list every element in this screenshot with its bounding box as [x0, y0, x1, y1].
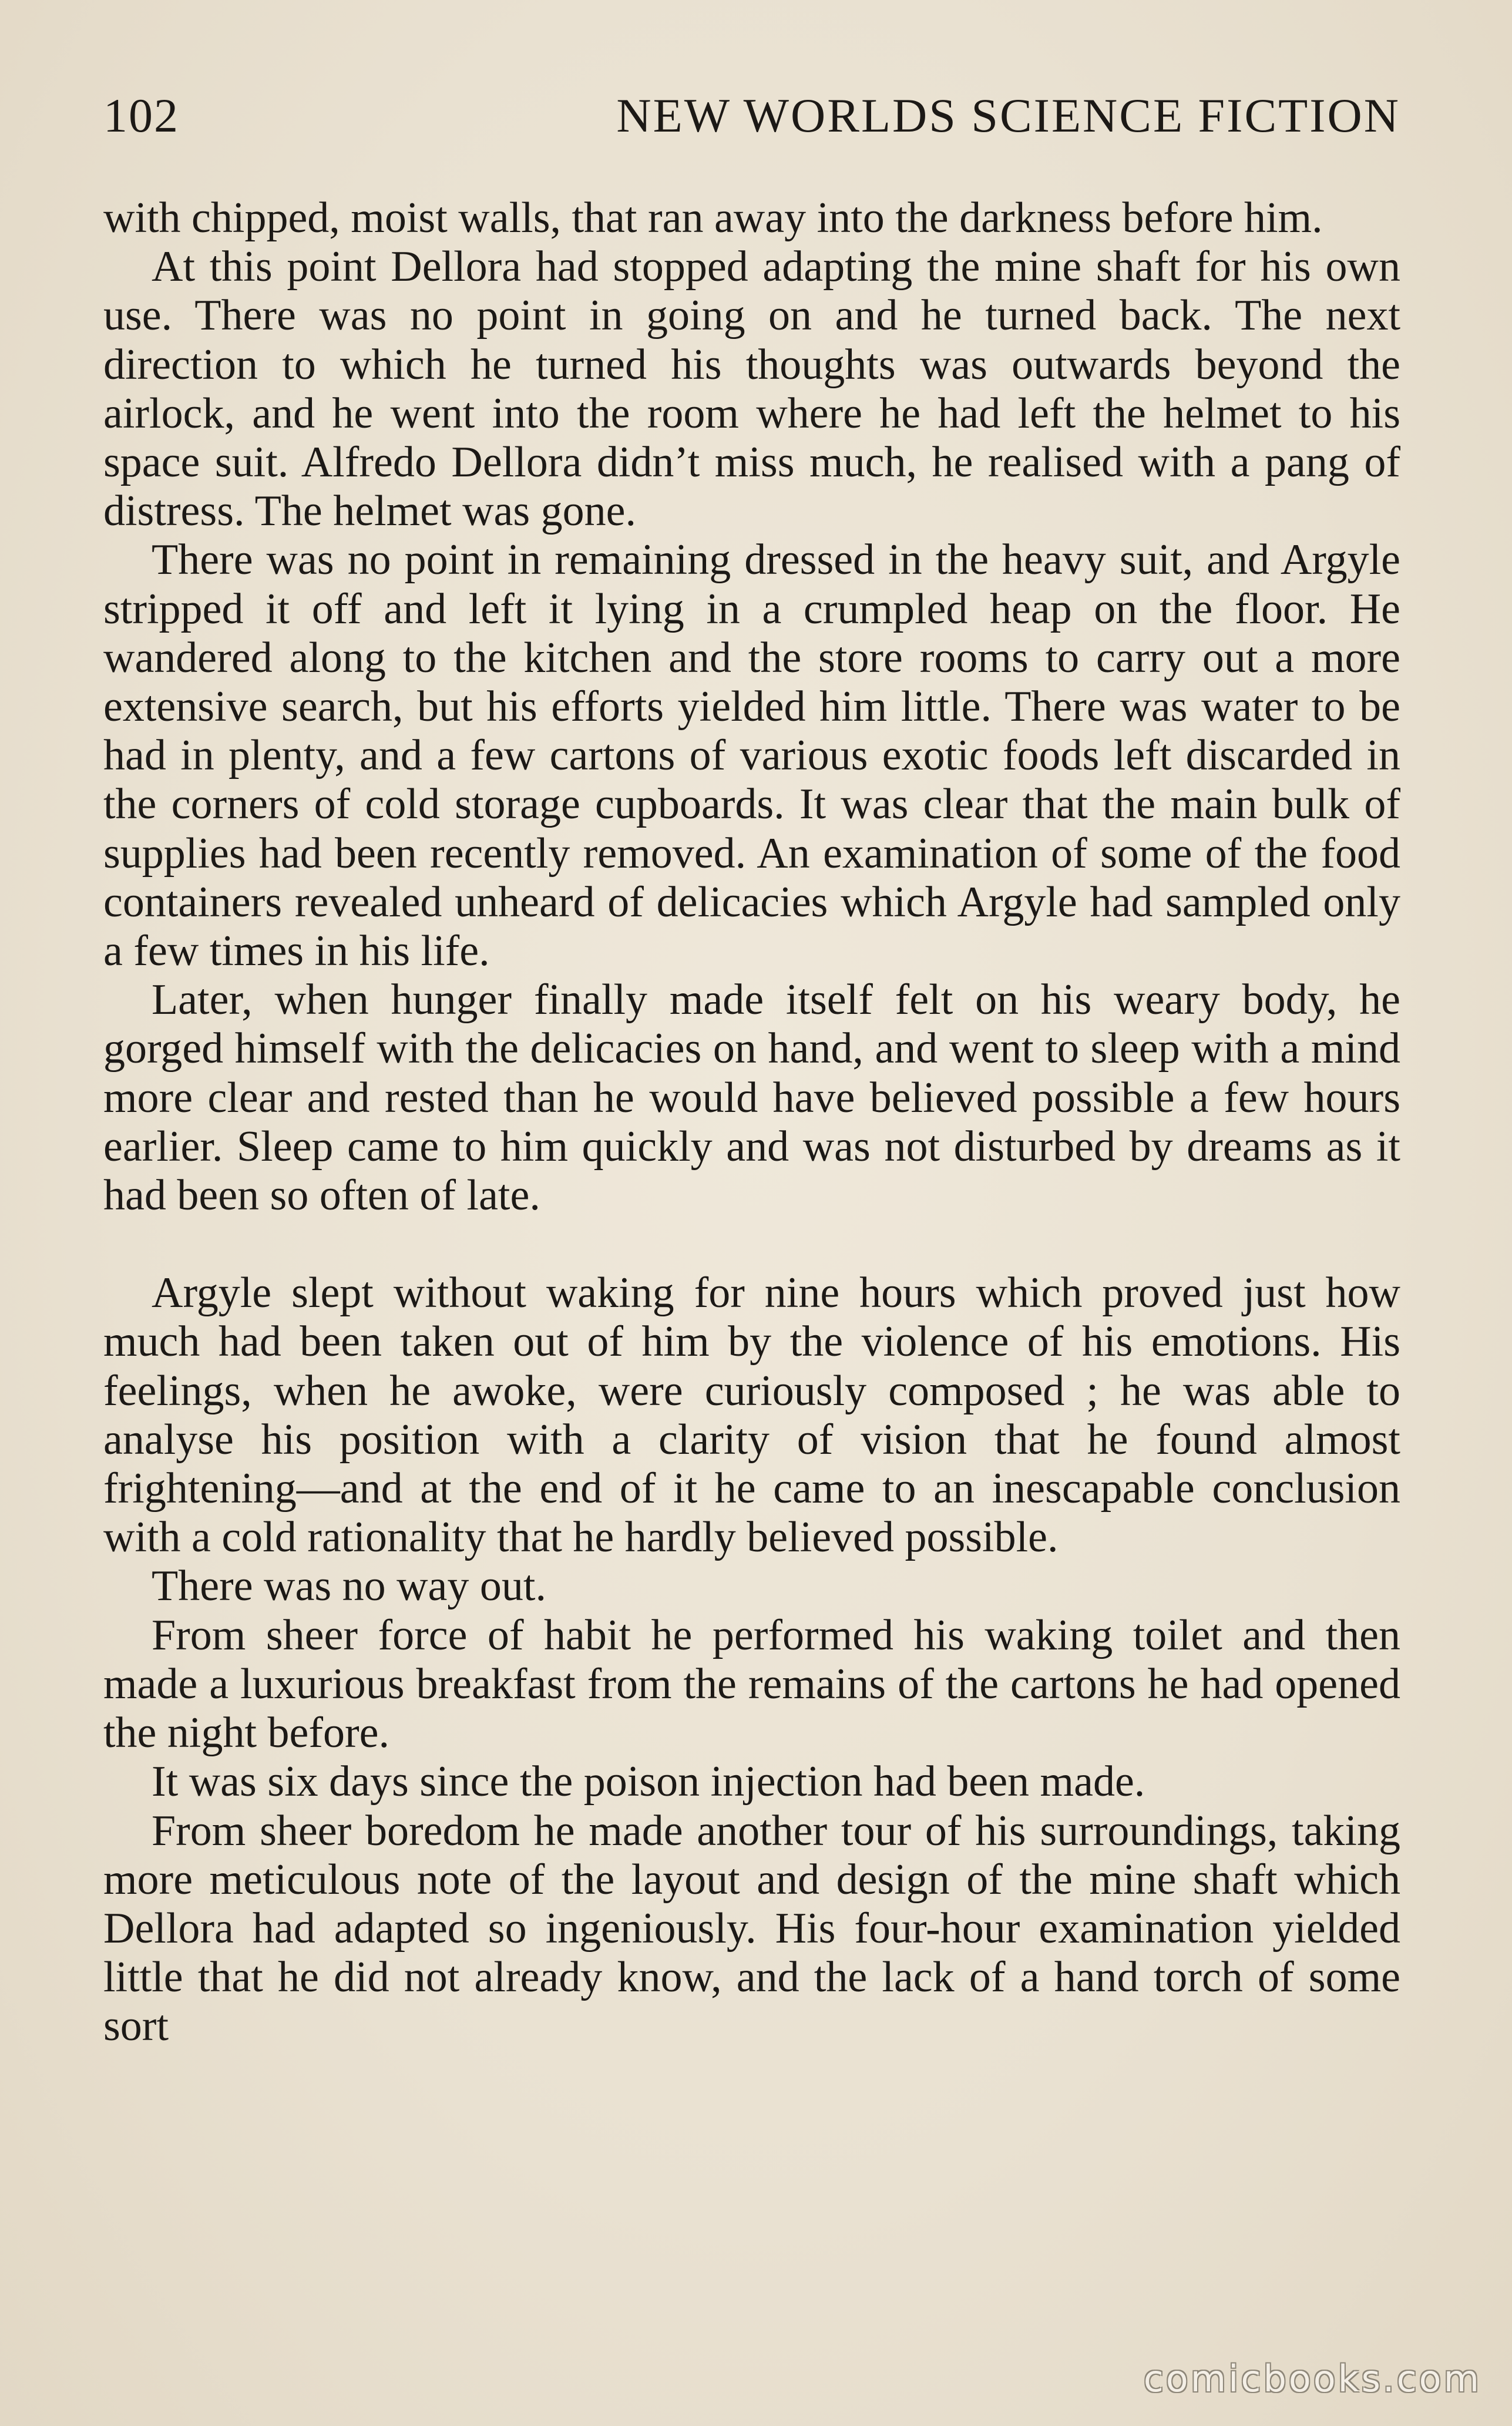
- body-text: [103, 194, 1400, 2051]
- watermark: comicbooks.com: [1143, 2357, 1481, 2400]
- page-header: [103, 88, 1400, 159]
- paragraph: At this point Dellora had stopped adapting the mine shaft for his own use. There was no point in going on and he turned back. The next direction to which he turned his thoughts was outwards beyond the airlock, and he went into the room where he had left the helmet to his space suit. Alfredo Dellora didn’t miss much, he realised with a pang of distress. The helmet was gone.: [103, 243, 1400, 536]
- paragraph: From sheer boredom he made another tour of his surroundings, taking more meticulous note of the layout and design of the mine shaft which Dellora had adapted so ingeniously. His four-hour examination yielded little that he did not already know, and the lack of a hand torch of some sort: [103, 1806, 1400, 2051]
- paragraph: Later, when hunger finally made itself felt on his weary body, he gorged himself with the delicacies on hand, and went to sleep with a mind more clear and rested than he would have believed possible a few hours earlier. Sleep came to him quickly and was not disturbed by dreams as it had been so often of late.: [103, 976, 1400, 1220]
- page-number: 102: [103, 89, 179, 142]
- paragraph: It was six days since the poison injection had been made.: [152, 1758, 1145, 1806]
- paragraph: Argyle slept without waking for nine hours which proved just how much had been taken out of him by the violence of his emotions. His feelings, when he awoke, were curiously composed ; he was able to analyse his position with a clarity of vision that he found almost frightening—and at the end of it he came to an inescapable conclusion with a cold rationality that he hardly believed possible.: [103, 1269, 1400, 1562]
- paragraph: There was no way out.: [152, 1562, 546, 1611]
- paragraph: From sheer force of habit he performed his waking toilet and then made a luxurious breakfast from the remains of the cartons he had opened the night before.: [103, 1611, 1400, 1758]
- paragraph: There was no point in remaining dressed in the heavy suit, and Argyle stripped it off and left it lying in a crumpled heap on the floor. He wandered along to the kitchen and the store rooms to carry out a more extensive search, but his efforts yielded him little. There was water to be had in plenty, and a few cartons of various exotic foods left discarded in the corners of cold storage cupboards. It was clear that the main bulk of supplies had been recently removed. An examination of some of the food containers revealed unheard of delicacies which Argyle had sampled only a few times in his life.: [103, 536, 1400, 976]
- paragraph: with chipped, moist walls, that ran away into the darkness before him.: [103, 194, 1323, 242]
- running-head: NEW WORLDS SCIENCE FICTION: [616, 89, 1400, 142]
